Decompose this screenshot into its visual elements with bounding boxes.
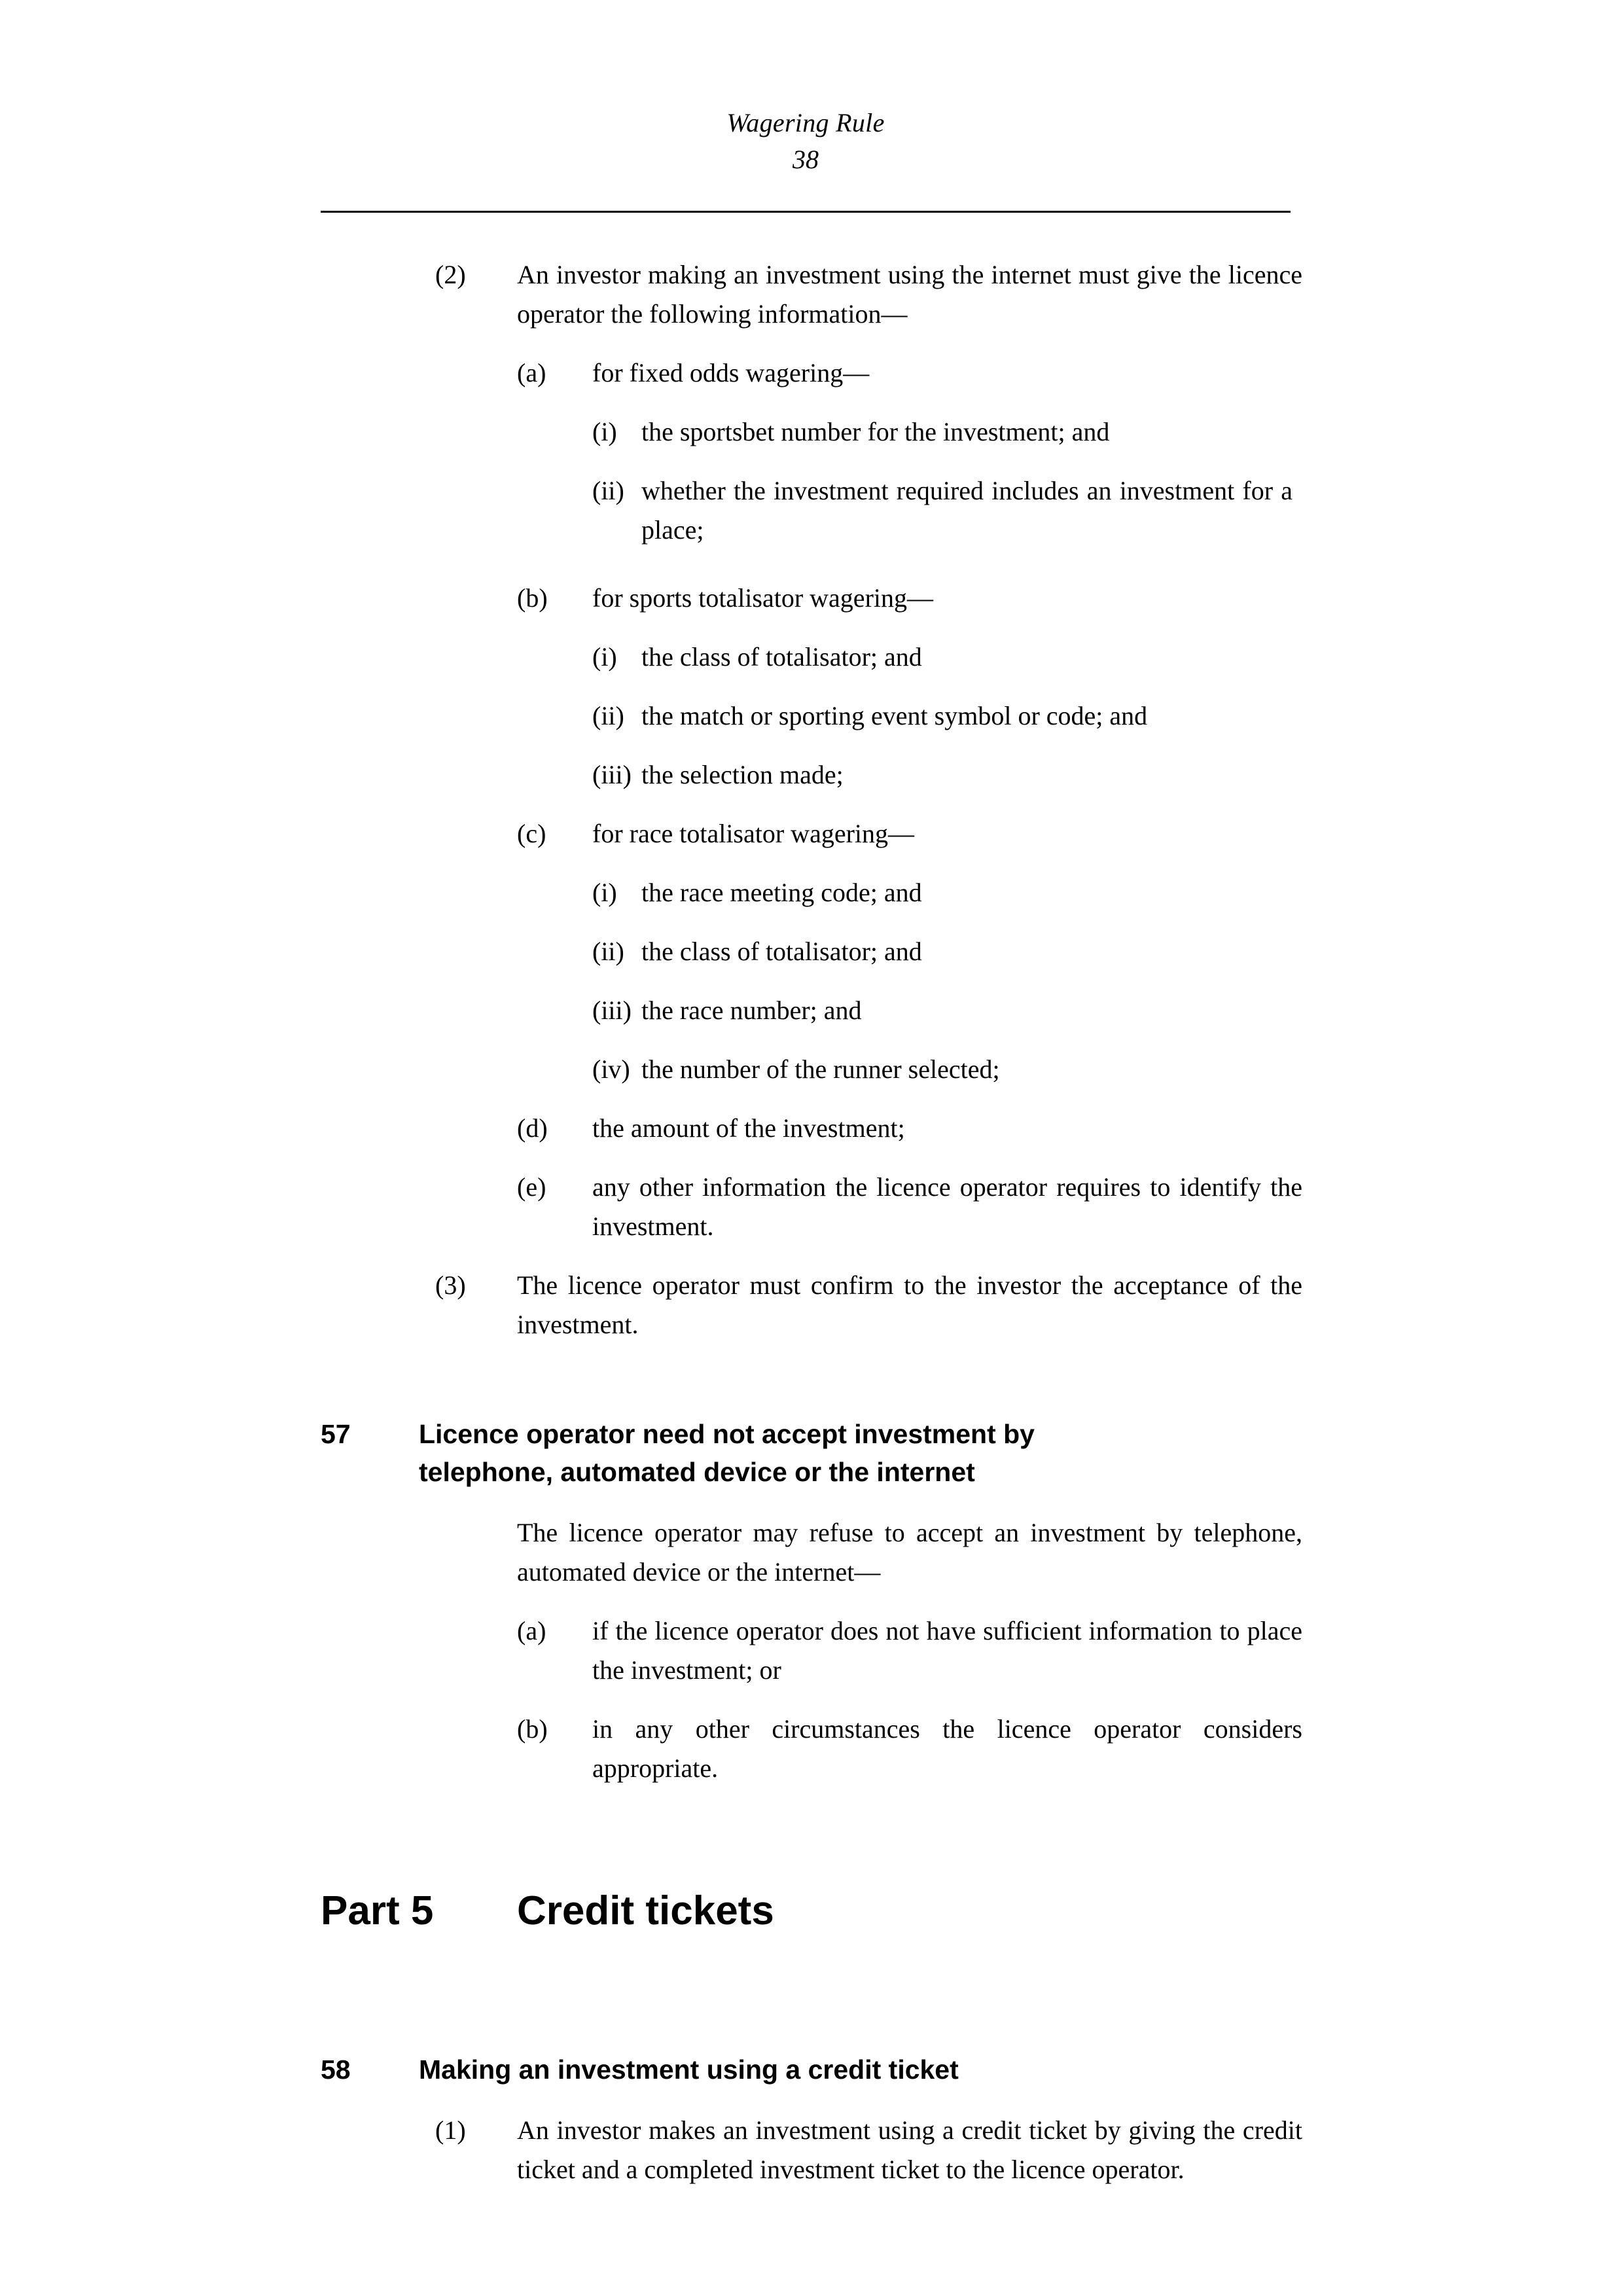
clause-item bbox=[517, 1611, 1302, 1690]
clause-text: the match or sporting event symbol or code; and bbox=[641, 701, 1148, 730]
clause-item bbox=[592, 755, 1302, 795]
clause-marker: (iii) bbox=[592, 996, 632, 1025]
clause-text: The licence operator must confirm to the investor the acceptance of the investment. bbox=[517, 1270, 1302, 1339]
clause-text: the number of the runner selected; bbox=[641, 1054, 1000, 1084]
section-number: 57 bbox=[321, 1419, 351, 1449]
clause-text: An investor making an investment using the internet must give the licence operator the following information— bbox=[517, 260, 1302, 329]
clause-item bbox=[592, 1050, 1302, 1089]
clause-marker: (i) bbox=[592, 878, 617, 907]
running-header bbox=[321, 105, 1291, 178]
clause-marker: (ii) bbox=[592, 476, 624, 505]
clause-marker: (ii) bbox=[592, 701, 624, 730]
page-content bbox=[321, 236, 1302, 2189]
clause-item bbox=[592, 471, 1302, 550]
clause-text: the race meeting code; and bbox=[641, 878, 922, 907]
clause-item bbox=[592, 932, 1302, 971]
clause-item bbox=[517, 579, 1302, 618]
clause-marker: (a) bbox=[517, 1616, 546, 1645]
clause-item bbox=[517, 1109, 1302, 1148]
part-title: Credit tickets bbox=[517, 1888, 774, 1933]
section-number: 58 bbox=[321, 2054, 351, 2085]
clause-item bbox=[517, 1710, 1302, 1788]
section-title: Licence operator need not accept investment by telephone, automated device or the internet bbox=[419, 1419, 1035, 1487]
clause-text: An investor makes an investment using a credit ticket by giving the credit ticket and a completed investment ticket to the licence operator. bbox=[517, 2115, 1302, 2184]
clause-text: the selection made; bbox=[641, 760, 844, 789]
clause-marker: (b) bbox=[517, 1714, 548, 1744]
clause-text: the class of totalisator; and bbox=[641, 642, 922, 672]
clause-text: the sportsbet number for the investment; and bbox=[641, 417, 1110, 446]
clause-text: for race totalisator wagering— bbox=[592, 819, 915, 848]
section-heading-58 bbox=[321, 2051, 1302, 2089]
section-heading-57 bbox=[321, 1415, 1302, 1491]
clause-marker: (c) bbox=[517, 819, 546, 848]
clause-item bbox=[592, 873, 1302, 912]
clause-marker: (iv) bbox=[592, 1054, 630, 1084]
clause-text: the amount of the investment; bbox=[592, 1113, 905, 1143]
clause-item bbox=[592, 991, 1302, 1030]
clause-item bbox=[592, 412, 1302, 452]
clause-item bbox=[435, 255, 1302, 334]
clause-marker: (i) bbox=[592, 642, 617, 672]
clause-item bbox=[517, 1168, 1302, 1246]
section-title: Making an investment using a credit ticket bbox=[419, 2054, 959, 2085]
part-number: Part 5 bbox=[321, 1888, 434, 1933]
clause-text: the race number; and bbox=[641, 996, 862, 1025]
header-title: Wagering Rule bbox=[726, 108, 885, 137]
clause-marker: (e) bbox=[517, 1172, 546, 1202]
clause-item bbox=[517, 353, 1302, 393]
clause-text: for fixed odds wagering— bbox=[592, 358, 870, 387]
clause-marker: (2) bbox=[435, 260, 466, 289]
clause-marker: (3) bbox=[435, 1270, 466, 1300]
clause-text: in any other circumstances the licence operator considers appropriate. bbox=[592, 1714, 1302, 1783]
clause-text: whether the investment required includes an investment for a place; bbox=[641, 476, 1293, 545]
clause-marker: (b) bbox=[517, 583, 548, 613]
clause-text: for sports totalisator wagering— bbox=[592, 583, 933, 613]
header-divider bbox=[321, 211, 1291, 213]
clause-marker: (ii) bbox=[592, 937, 624, 966]
clause-item bbox=[592, 637, 1302, 677]
clause-item bbox=[592, 696, 1302, 736]
section-lead-text: The licence operator may refuse to accept an investment by telephone, automated device or the internet— bbox=[517, 1518, 1302, 1587]
part-heading-5 bbox=[321, 1886, 1302, 1936]
clause-item bbox=[435, 2111, 1302, 2189]
clause-marker: (iii) bbox=[592, 760, 632, 789]
clause-marker: (a) bbox=[517, 358, 546, 387]
clause-marker: (1) bbox=[435, 2115, 466, 2145]
clause-text: if the licence operator does not have sufficient information to place the investment; or bbox=[592, 1616, 1302, 1685]
header-page-number: 38 bbox=[793, 145, 819, 174]
clause-marker: (i) bbox=[592, 417, 617, 446]
clause-text: any other information the licence operator requires to identify the investment. bbox=[592, 1172, 1302, 1241]
clause-text: the class of totalisator; and bbox=[641, 937, 922, 966]
clause-item bbox=[517, 814, 1302, 853]
clause-item bbox=[435, 1266, 1302, 1344]
clause-marker: (d) bbox=[517, 1113, 548, 1143]
